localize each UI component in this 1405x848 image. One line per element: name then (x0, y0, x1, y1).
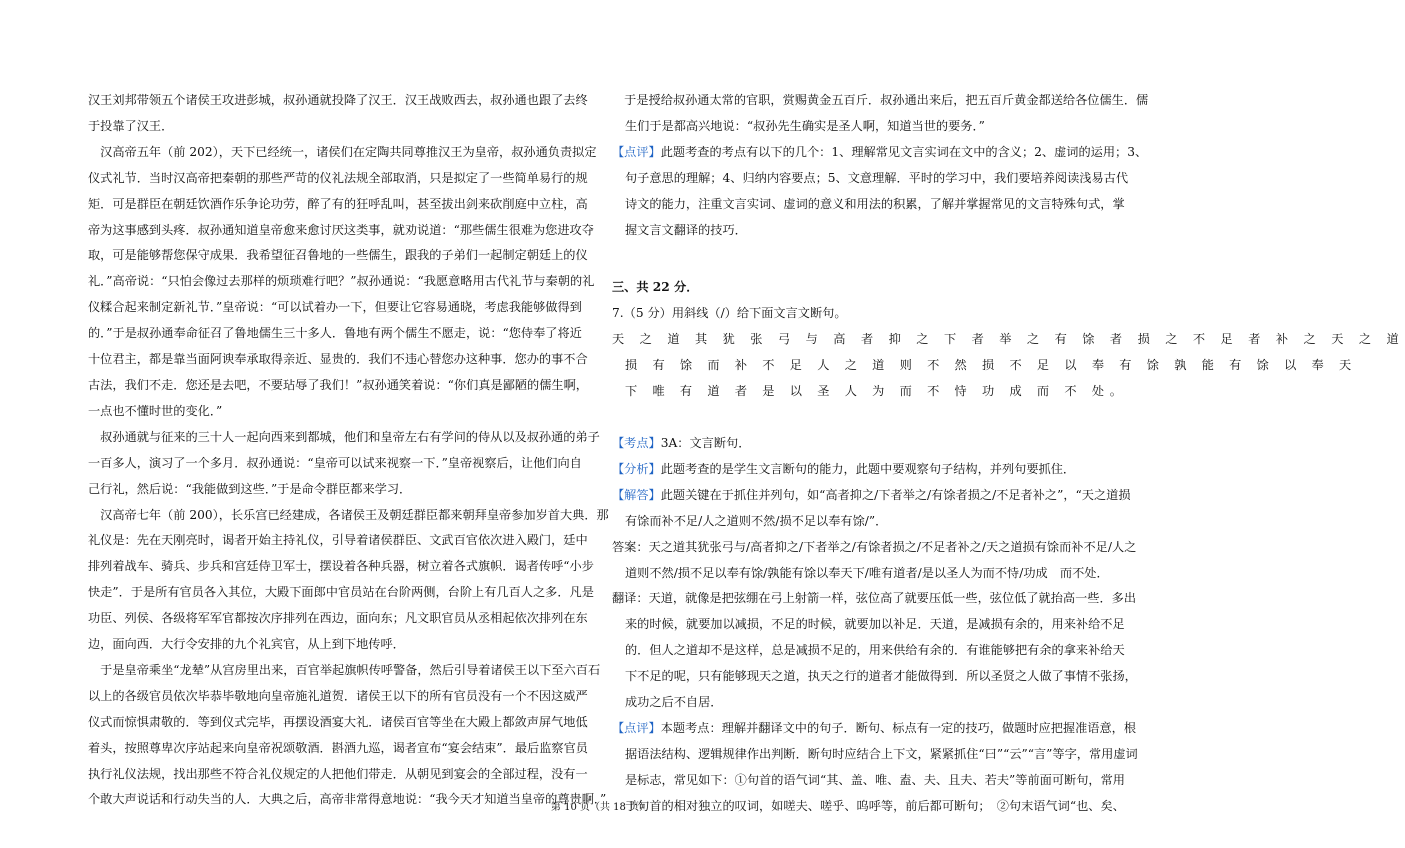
text-line: 汉王刘邦带领五个诸侯王攻进彭城，叔孙通就投降了汉王．汉王战败西去，叔孙通也跟了去终 (88, 93, 588, 107)
text-line: 下 唯 有 道 者 是 以 圣 人 为 而 不 恃 功 成 而 不 处。 (625, 384, 1128, 399)
text-line: 据语法结构、逻辑规律作出判断．断句时应结合上下文，紧紧抓住“曰”“云”“言”等字，常用虚词 (625, 746, 1138, 761)
text-line: 仪式而惊惧肃敬的．等到仪式完毕，再摆设酒宴大礼．诸侯百官等坐在大殿上都敛声屏气地低 (88, 714, 588, 729)
text-line: 来的时候，就要加以减损，不足的时候，就要加以补足．天道，是减损有余的，用来补给不足 (625, 617, 1125, 632)
text-line: 于句首的相对独立的叹词，如嗟夫、嗟乎、呜呼等，前后都可断句； ②句末语气词“也、矣、 (625, 798, 1125, 813)
text-line: 句子意思的理解；4、归纳内容要点；5、文意理解．平时的学习中，我们要培养阅读浅易古代 (625, 170, 1129, 185)
text-line: 礼仪是：先在天刚亮时，谒者开始主持礼仪，引导着诸侯群臣、文武百官依次进入殿门，廷中 (88, 533, 588, 548)
paragraph (88, 140, 600, 425)
page-footer: 第 10 页（共 18 页） (550, 802, 650, 813)
jieda-block (612, 483, 1131, 535)
text-line: 的．但人之道却不是这样，总是减损不足的，用来供给有余的．有谁能够把有余的拿来补给天 (625, 643, 1125, 658)
text-line: 于投靠了汉王． (88, 118, 174, 133)
text-line: 十位君主，都是靠当面阿谀奉承取得亲近、显贵的．我们不违心替您办这种事．您办的事不合 (88, 352, 588, 367)
label-prefix: 翻译： (612, 591, 649, 606)
paragraph (88, 425, 600, 503)
text-line: 个敢大声说话和行动失当的人．大典之后，高帝非常得意地说：“我今天才知道当皇帝的尊贵啊．” (88, 792, 607, 807)
text-line: 古法，我们不走．您还是去吧，不要玷辱了我们！”叔孙通笑着说：“你们真是鄙陋的儒生啊， (88, 377, 588, 392)
translation-block (612, 586, 1137, 716)
text-line: 【分析】此题考查的是学生文言断句的能力，此题中要观察句子结构，并列句要抓住． (612, 461, 1076, 476)
text-line: 下不足的呢，只有能够现天之道，执天之行的道者才能做得到．所以圣贤之人做了事情不张扬， (625, 669, 1137, 684)
text-line: 矩．可是群臣在朝廷饮酒作乐争论功劳，醉了有的狂呼乱叫，甚至拔出剑来砍削庭中立柱，高 (88, 196, 588, 211)
text-line: 是标志，常见如下：①句首的语气词“其、盖、唯、盍、夫、且夫、若夫”等前面可断句，常用 (625, 772, 1125, 787)
kaodian-block (612, 431, 1128, 457)
text-line: 翻译：天道，就像是把弦绷在弓上射箭一样，弦位高了就要压低一些，弦位低了就抬高一些．多出 (612, 591, 1137, 606)
left-column (88, 88, 609, 813)
text-line: 汉高帝七年（前 200），长乐宫已经建成，各诸侯王及朝廷群臣都来朝拜皇帝参加岁首大典．那 (88, 507, 609, 522)
question-stem (612, 301, 1128, 327)
label-prefix: 答案： (612, 539, 649, 554)
label-tag: 【分析】 (612, 461, 661, 476)
text-line: 的．”于是叔孙通奉命征召了鲁地儒生三十多人．鲁地有两个儒生不愿走，说：“您侍奉了将近 (88, 326, 582, 341)
text-line: 排列着战车、骑兵、步兵和宫廷侍卫军士，摆设着各种兵器，树立着各式旗帜．谒者传呼“小步 (88, 559, 594, 574)
text-line: 边，面向西．大行令安排的九个礼宾官，从上到下地传呼． (88, 637, 405, 652)
comment-block (612, 140, 1148, 244)
paragraph (88, 88, 600, 140)
text-line: 【点评】本题考点：理解并翻译文中的句子．断句、标点有一定的技巧，做题时应把握准语意，根 (612, 720, 1137, 735)
text-line: 损 有 馀 而 补 不 足 人 之 道 则 不 然 损 不 足 以 奉 有 馀 孰 能 有 馀 以 奉 天 (625, 358, 1357, 373)
text-line: 仪糅合起来制定新礼节．”皇帝说：“可以试着办一下，但要让它容易通晓，考虑我能够做得到 (88, 300, 582, 315)
text-line: 于是授给叔孙通太常的官职，赏赐黄金五百斤．叔孙通出来后，把五百斤黄金都送给各位儒生．儒 (612, 93, 1149, 107)
right-column (612, 88, 1405, 820)
text-line: 握文言文翻译的技巧． (625, 222, 747, 237)
label-tag: 【点评】 (612, 144, 661, 159)
text-line: 道则不然/损不足以奉有馀/孰能有馀以奉天下/唯有道者/是以圣人为而不恃/功成 而不处． (625, 565, 1109, 580)
answer-block (612, 535, 1137, 587)
text-line: 三、共 22 分． (612, 280, 699, 295)
text-line: 快走”．于是所有官员各入其位，大殿下面郎中官员站在台阶两侧，台阶上有几百人之多．凡是 (88, 585, 594, 600)
text-line: 取，可是能够帮您保守成果．我希望征召鲁地的一些儒生，跟我的子弟们一起制定朝廷上的仪 (88, 248, 588, 263)
text-line: 着头，按照尊卑次序站起来向皇帝祝颂敬酒．斟酒九巡，谒者宣布“宴会结束”．最后监察官员 (88, 740, 588, 755)
text-line: 礼．”高帝说：“只怕会像过去那样的烦琐难行吧？”叔孙通说：“我愿意略用古代礼节与秦朝的礼 (88, 274, 595, 289)
label-tag: 【考点】 (612, 435, 661, 450)
text-line: 以上的各级官员依次毕恭毕敬地向皇帝施礼道贺．诸侯王以下的所有官员没有一个不因这威严 (88, 688, 588, 703)
text-line: 生们于是都高兴地说：“叔孙先生确实是圣人啊，知道当世的要务．” (625, 118, 985, 133)
text-line: 叔孙通就与征来的三十人一起向西来到都城，他们和皇帝左右有学问的侍从以及叔孙通的弟子 (88, 429, 600, 444)
text-line: 一点也不懂时世的变化．” (88, 403, 223, 418)
text-line: 仪式礼节．当时汉高帝把秦朝的那些严苛的仪礼法规全部取消，只是拟定了一些简单易行的规 (88, 170, 588, 185)
label-tag: 【点评】 (612, 720, 661, 735)
question-text (612, 327, 1405, 405)
text-line: 于是皇帝乘坐“龙辇”从宫房里出来，百官举起旗帜传呼警备，然后引导着诸侯王以下至六百石 (88, 662, 601, 677)
text-line: 诗文的能力，注重文言实词、虚词的意义和用法的积累，了解并掌握常见的文言特殊句式，掌 (625, 196, 1125, 211)
fenxi-block (612, 457, 1128, 483)
section-heading (612, 275, 1128, 301)
text-line: 汉高帝五年（前 202），天下已经统一，诸侯们在定陶共同尊推汉王为皇帝，叔孙通负责拟定 (88, 144, 597, 159)
text-line: 答案：天之道其犹张弓与/高者抑之/下者举之/有馀者损之/不足者补之/天之道损有馀而补不足/人之 (612, 539, 1137, 554)
paragraph (88, 503, 609, 658)
text-line: 【解答】此题关键在于抓住并列句，如“高者抑之/下者举之/有馀者损之/不足者补之”，“天之道损 (612, 487, 1131, 502)
text-line: 【考点】3A：文言断句． (612, 435, 751, 450)
paragraph-intro (612, 88, 1149, 140)
text-line: 7.（5 分）用斜线（/）给下面文言文断句。 (612, 306, 847, 321)
text-line: 天 之 道 其 犹 张 弓 与 高 者 抑 之 下 者 举 之 有 馀 者 损 之 不 足 者 补 之 天 之 道 (612, 332, 1405, 347)
spacer (612, 405, 1128, 431)
text-line: 功臣、列侯、各级将军军官都按次序排列在西边，面向东；凡文职官员从丞相起依次排列在东 (88, 611, 588, 626)
text-line: 【点评】此题考查的考点有以下的几个：1、理解常见文言实词在文中的含义；2、虚词的运用；3、 (612, 144, 1148, 159)
text-line: 成功之后不自居． (625, 695, 723, 710)
text-line: 执行礼仪法规，找出那些不符合礼仪规定的人把他们带走．从朝见到宴会的全部过程，没有一 (88, 766, 588, 781)
text-line: 己行礼，然后说：“我能做到这些．”于是命令群臣都来学习． (88, 481, 412, 496)
text-line: 帝为这事感到头疼．叔孙通知道皇帝愈来愈讨厌这类事，就劝说道：“那些儒生很难为您进攻夺 (88, 222, 594, 237)
text-line: 一百多人，演习了一个多月．叔孙通说：“皇帝可以试来视察一下．”皇帝视察后，让他们向自 (88, 455, 582, 470)
spacer (612, 243, 1128, 269)
paragraph (88, 658, 607, 813)
label-tag: 【解答】 (612, 487, 661, 502)
text-line: 有馀而补不足/人之道则不然/损不足以奉有馀/”． (625, 513, 888, 528)
